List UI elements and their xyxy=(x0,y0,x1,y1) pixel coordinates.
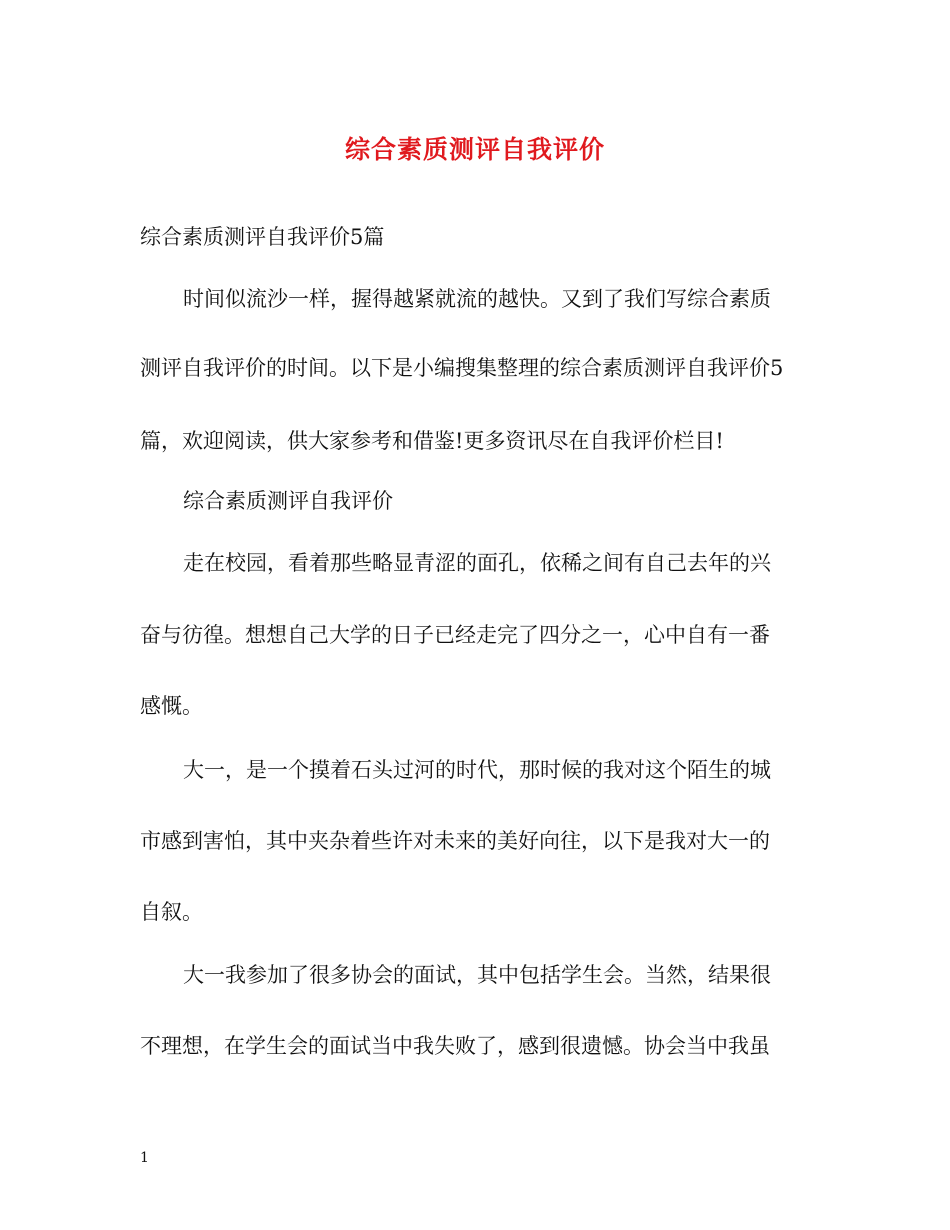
subtitle-line: 综合素质测评自我评价5篇 xyxy=(140,225,385,249)
paragraph-line: 市感到害怕，其中夹杂着些许对未来的美好向往，以下是我对大一的 xyxy=(140,829,770,853)
paragraph-line: 大一我参加了很多协会的面试，其中包括学生会。当然，结果很 xyxy=(183,963,771,987)
paragraph-line: 时间似流沙一样，握得越紧就流的越快。又到了我们写综合素质 xyxy=(183,287,771,311)
paragraph-line: 自叙。 xyxy=(140,900,203,924)
document-title: 综合素质测评自我评价 xyxy=(344,135,605,164)
paragraph-line: 测评自我评价的时间。以下是小编搜集整理的综合素质测评自我评价5 xyxy=(140,356,784,380)
paragraph-line: 大一，是一个摸着石头过河的时代，那时候的我对这个陌生的城 xyxy=(183,758,771,782)
page-number: 1 xyxy=(140,1150,149,1166)
paragraph-line: 篇，欢迎阅读，供大家参考和借鉴!更多资讯尽在自我评价栏目! xyxy=(140,429,724,453)
paragraph-line: 奋与彷徨。想想自己大学的日子已经走完了四分之一，心中自有一番 xyxy=(140,623,770,647)
section-heading: 综合素质测评自我评价 xyxy=(183,489,393,513)
paragraph-line: 感慨。 xyxy=(140,694,203,718)
paragraph-line: 不理想，在学生会的面试当中我失败了，感到很遗憾。协会当中我虽 xyxy=(140,1034,770,1058)
paragraph-line: 走在校园，看着那些略显青涩的面孔，依稀之间有自己去年的兴 xyxy=(183,551,771,575)
